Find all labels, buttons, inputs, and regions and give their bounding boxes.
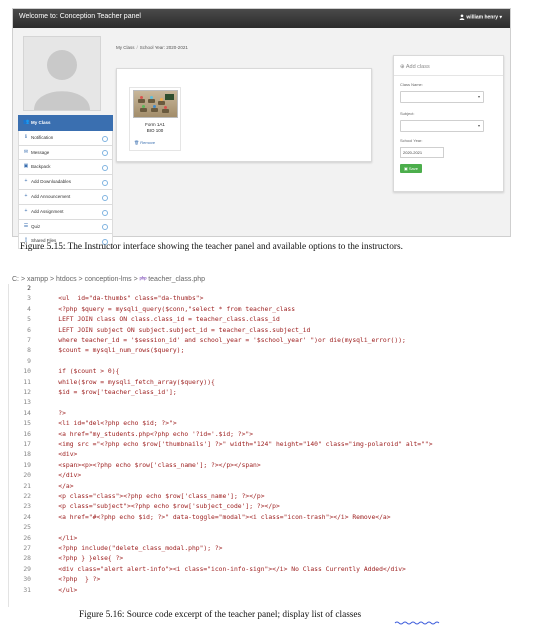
line-number: 26 — [23, 534, 31, 542]
code-line — [9, 305, 295, 315]
line-number: 2 — [27, 285, 31, 292]
suitcase-icon: ▣ — [23, 163, 29, 170]
chevron-right-icon — [102, 180, 108, 186]
code-line — [9, 315, 280, 325]
code-line — [9, 409, 66, 419]
line-number: 31 — [23, 586, 31, 594]
path-segment[interactable]: teacher_class.php — [148, 276, 206, 283]
code-line — [9, 419, 177, 429]
line-number: 3 — [27, 295, 31, 303]
sidebar-item-add-downloadables[interactable] — [18, 175, 113, 190]
chevron-right-icon — [102, 150, 108, 156]
code-line — [9, 565, 406, 575]
line-number: 22 — [23, 493, 31, 500]
path-separator: > — [48, 276, 56, 283]
list-icon: ☰ — [23, 222, 29, 229]
line-number: 30 — [23, 576, 31, 584]
path-separator: > — [131, 276, 140, 283]
code-line — [9, 534, 77, 544]
code-text: LEFT JOIN class ON class.class_id = teacher_class.class_id — [43, 316, 280, 324]
code-line — [9, 575, 100, 585]
code-line — [9, 357, 43, 367]
line-number: 21 — [23, 482, 31, 490]
code-text: <a href="#<?php echo $id; ?>" data-toggle="modal"><i class="icon-trash"></i> Remove</a> — [43, 513, 391, 521]
chevron-down-icon: ▾ — [477, 94, 480, 99]
group-icon: 👥 — [23, 119, 30, 125]
path-segment[interactable]: conception-lms — [84, 276, 132, 283]
chevron-right-icon — [102, 165, 108, 171]
code-text: </ul> — [43, 586, 78, 594]
line-number: 6 — [27, 326, 31, 334]
subject-select[interactable] — [400, 120, 484, 132]
figure-caption-5-15: Figure 5.15: The Instructor interface showing the teacher panel and available options to the instructors. — [20, 242, 403, 252]
user-icon — [459, 14, 465, 20]
code-text: while($row = mysqli_fetch_array($query)){ — [43, 378, 215, 386]
code-text: <p class="class"><?php echo $row['class_name']; ?></p> — [43, 493, 265, 500]
plus-icon: + — [24, 192, 28, 199]
line-number: 19 — [23, 461, 31, 469]
add-class-title: Add class — [405, 64, 430, 70]
save-button[interactable] — [400, 164, 422, 173]
line-number: 18 — [23, 451, 31, 459]
info-icon: ℹ — [25, 133, 27, 140]
code-line — [9, 450, 77, 460]
line-number: 23 — [23, 503, 31, 511]
line-number: 24 — [23, 513, 31, 521]
code-line — [9, 482, 74, 492]
code-text: <?php } }else{ ?> — [43, 555, 124, 563]
code-line — [9, 346, 184, 356]
subject-code: BIO 100 — [146, 127, 164, 133]
sidebar-item-label: Message — [31, 149, 50, 155]
code-text: <?php } ?> — [43, 576, 101, 584]
sidebar-item-backpack[interactable] — [18, 160, 113, 175]
line-number: 4 — [27, 305, 31, 313]
code-line — [9, 471, 81, 481]
sidebar-item-label: Add Downloadables — [31, 179, 72, 185]
class-card[interactable] — [129, 87, 181, 151]
breadcrumb-class[interactable]: My Class — [116, 45, 135, 50]
code-text: <li id="del<?php echo $id; ?>"> — [43, 420, 177, 428]
path-segment[interactable]: C: — [12, 276, 19, 283]
remove-label: Remove — [140, 140, 156, 145]
code-line — [9, 554, 123, 564]
line-number: 5 — [27, 316, 31, 324]
line-number: 11 — [23, 378, 31, 386]
code-text: if ($count > 0){ — [43, 368, 120, 376]
code-text: LEFT JOIN subject ON subject.subject_id = teacher_class.subject_id — [43, 326, 311, 334]
sidebar-item-label: Add Announcement — [31, 193, 71, 199]
plus-icon: ⊕ — [400, 64, 405, 70]
line-number: 15 — [23, 420, 31, 428]
path-segment[interactable]: xampp — [26, 276, 48, 283]
add-class-panel — [393, 55, 504, 192]
sidebar-item-notification[interactable] — [18, 131, 113, 146]
sidebar-nav — [18, 115, 113, 249]
chevron-right-icon — [102, 224, 108, 230]
line-number: 20 — [23, 472, 31, 480]
code-line — [9, 388, 177, 398]
plus-icon: + — [24, 178, 28, 185]
line-number: 29 — [23, 565, 31, 573]
class-card-title — [130, 122, 180, 133]
chevron-right-icon — [102, 136, 108, 142]
line-number: 13 — [23, 399, 31, 407]
divider — [394, 75, 503, 76]
save-icon: ▣ — [403, 166, 408, 171]
code-line — [9, 430, 253, 440]
figure-caption-5-16: Figure 5.16: Source code excerpt of the teacher panel; display list of classes — [79, 610, 362, 620]
avatar — [23, 36, 101, 111]
code-line — [9, 284, 43, 294]
code-text: </li> — [43, 534, 78, 542]
code-editor — [8, 284, 514, 607]
code-line — [9, 440, 433, 450]
code-text: </a> — [43, 482, 74, 490]
sidebar-item-label: Add Assignment — [31, 208, 64, 214]
code-line — [9, 294, 203, 304]
code-line — [9, 492, 265, 502]
code-line — [9, 513, 391, 523]
class-thumbnail[interactable] — [133, 90, 178, 118]
line-number: 17 — [23, 441, 31, 448]
code-line — [9, 336, 406, 346]
envelope-icon: ✉ — [23, 148, 29, 155]
sidebar-item-label: Notification — [31, 134, 54, 140]
code-text: </div> — [43, 472, 82, 480]
code-line — [9, 367, 119, 377]
navbar-title: Welcome to: Conception Teacher panel — [19, 13, 141, 20]
path-separator: > — [19, 276, 27, 283]
teacher-panel-screenshot — [12, 8, 511, 244]
caret-down-icon: ▾ — [499, 14, 502, 21]
line-number: 12 — [23, 389, 31, 396]
line-number: 8 — [27, 347, 31, 355]
spellcheck-underline — [395, 621, 439, 625]
line-number: 25 — [23, 524, 31, 532]
code-text: <p class="subject"><?php echo $row['subject_code']; ?></p> — [43, 503, 280, 511]
breadcrumb-separator: / — [136, 45, 138, 50]
line-number: 14 — [23, 409, 31, 417]
sidebar-item-label: My Class — [31, 120, 51, 125]
remove-link[interactable] — [134, 140, 155, 145]
path-segment[interactable]: htdocs — [55, 276, 77, 283]
top-navbar — [13, 9, 510, 28]
line-number: 27 — [23, 545, 31, 552]
code-line — [9, 326, 310, 336]
sidebar-item-message[interactable] — [18, 146, 113, 161]
breadcrumb-school-year: School Year: 2020-2021 — [139, 45, 188, 50]
add-class-header — [400, 64, 430, 70]
code-line — [9, 378, 215, 388]
school-year-input[interactable]: 2020-2021 — [400, 147, 444, 158]
line-number: 10 — [23, 368, 31, 376]
code-text: ?> — [43, 409, 66, 417]
code-line — [9, 523, 43, 533]
code-text: <?php include("delete_class_modal.php"); ?> — [43, 545, 223, 552]
class-name-label: Class Name: — [400, 82, 423, 87]
class-name-select[interactable] — [400, 91, 484, 103]
code-line — [9, 502, 280, 512]
sidebar-item-label: Quiz — [31, 223, 41, 229]
sidebar-item-quiz[interactable] — [18, 220, 113, 235]
code-text: <a href="my_students.php<?php echo '?id='.$id; ?>"> — [43, 430, 254, 438]
code-text: where teacher_id = '$session_id' and school_year = '$school_year' ")or die(mysqli_error()); — [43, 337, 406, 344]
code-text: <img src ="<?php echo $row['thumbnails'] ?>" width="124" height="140" class="img-polaroid" alt=""> — [43, 441, 433, 448]
code-text: <ul id="da-thumbs" class="da-thumbs"> — [43, 295, 204, 303]
file-breadcrumb — [12, 276, 205, 283]
subject-label: Subject: — [400, 111, 415, 116]
code-text: <span><p><?php echo $row['class_name']; ?></p></span> — [43, 461, 261, 469]
breadcrumb — [116, 45, 188, 50]
line-number: 7 — [27, 337, 31, 344]
user-menu[interactable] — [459, 14, 502, 20]
trash-icon: 🗑 — [134, 140, 140, 145]
code-line — [9, 586, 77, 596]
path-separator: > — [76, 276, 85, 283]
class-list-panel — [116, 68, 372, 162]
code-line — [9, 398, 43, 408]
code-text: $count = mysqli_num_rows($query); — [43, 347, 185, 355]
user-name: william henry — [466, 14, 499, 21]
code-text: <div class="alert alert-info"><i class="icon-info-sign"></i> No Class Currently Added</div> — [43, 565, 406, 573]
code-line — [9, 461, 261, 471]
sidebar-item-add-assignment[interactable] — [18, 205, 113, 220]
line-number: 9 — [27, 357, 31, 365]
php-file-icon: ᵖʰᵖ — [139, 277, 149, 283]
chevron-right-icon — [102, 210, 108, 216]
code-text: <div> — [43, 451, 78, 459]
code-text: <?php $query = mysqli_query($conn,"select * from teacher_class — [43, 305, 296, 313]
chevron-right-icon — [102, 195, 108, 201]
sidebar-item-my-class[interactable] — [18, 115, 113, 131]
plus-icon: + — [24, 207, 28, 214]
file-icon: ▯ — [24, 237, 28, 244]
code-text: $id = $row['teacher_class_id']; — [43, 389, 177, 396]
school-year-label: School Year: — [400, 138, 423, 143]
sidebar-item-label: Shared Files — [31, 238, 57, 244]
sidebar-item-add-announcement[interactable] — [18, 190, 113, 205]
code-line — [9, 544, 223, 554]
sidebar-item-label: Backpack — [31, 164, 51, 170]
class-name: Form 1A1 — [145, 122, 165, 127]
chevron-down-icon: ▾ — [477, 123, 480, 128]
line-number: 16 — [23, 430, 31, 438]
source-code-figure — [0, 273, 513, 607]
line-number: 28 — [23, 555, 31, 563]
save-label: Save — [408, 166, 419, 171]
